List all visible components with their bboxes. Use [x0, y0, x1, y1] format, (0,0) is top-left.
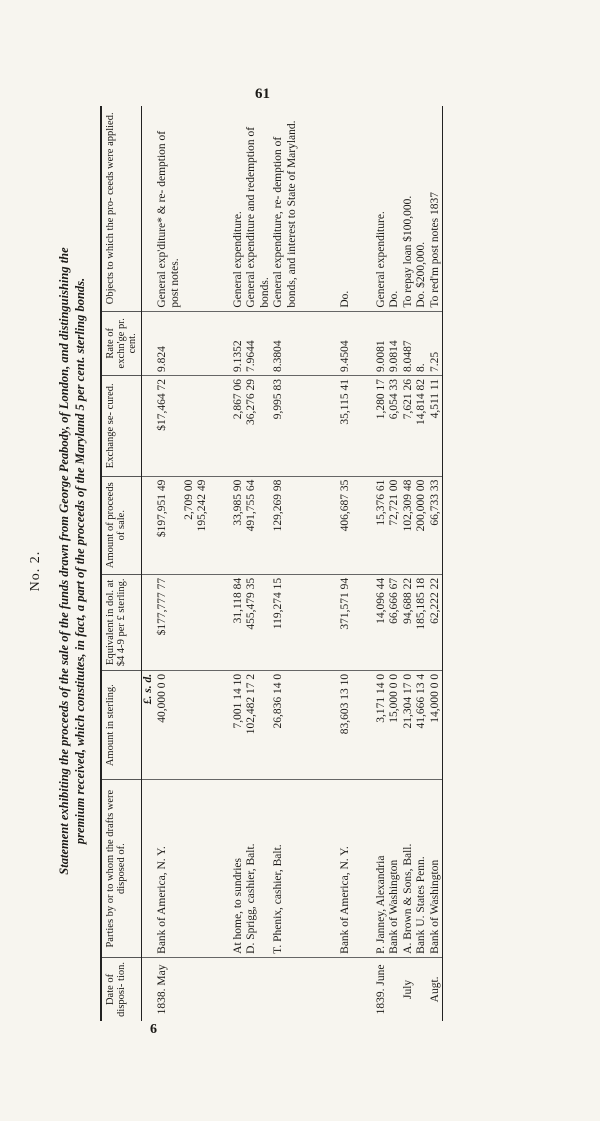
cell-date: July [401, 979, 414, 1000]
cell-date [245, 957, 272, 1021]
cell-objects: Do. $200,000. [415, 106, 429, 311]
cell-sterling: 15,000 0 0 [388, 670, 402, 780]
cell-exchange [183, 376, 197, 477]
cell-amount: 102,309 48 [402, 476, 416, 574]
cell-date [232, 957, 246, 1021]
cell-rate: 8. [415, 311, 429, 375]
cell-rate: 9.0081 [375, 311, 389, 375]
cell-date: Augt. [429, 957, 443, 1021]
cell-amount: 195,242 49 [196, 476, 210, 574]
cell-sterling: 21,304 17 0 [402, 670, 416, 780]
cell-sterling: 40,000 0 0 [156, 670, 183, 780]
cell-party: Bank U. States Penn. [415, 780, 429, 957]
header-party: Parties by or to whom the drafts were disposed of. [101, 780, 142, 957]
cell-sterling [196, 670, 210, 780]
cell-amount: 129,269 98 [272, 476, 299, 574]
cell-party: P. Janney, Alexandria [375, 780, 389, 957]
cell-equivalent: 31,118 84 [232, 574, 246, 670]
cell-party: Bank of Washington [429, 780, 443, 957]
sterling-units: £. s. d. [142, 670, 156, 780]
cell-objects [183, 106, 197, 311]
cell-rate: 7.25 [429, 311, 443, 375]
margin-mark: 6 [150, 1022, 157, 1037]
table-row [196, 106, 210, 1021]
cell-amount: 66,733 33 [429, 476, 443, 574]
cell-sterling: 26,836 14 0 [272, 670, 299, 780]
cell-rate: 9.4504 [339, 311, 353, 375]
cell-rate [183, 311, 197, 375]
cell-objects: Do. [339, 106, 353, 311]
table-row [339, 106, 353, 1021]
table-row [232, 106, 246, 1021]
cell-party: A. Brown & Sons, Ball. [402, 780, 416, 957]
table-row [272, 106, 299, 1021]
cell-party [183, 780, 197, 957]
cell-party: At home, to sundries [232, 780, 246, 957]
cell-amount: 33,985 90 [232, 476, 246, 574]
cell-sterling: 7,001 14 10 [232, 670, 246, 780]
caption-line-2: premium received, which constitutes, in fact, a part of the proceeds of the Maryland 5 per cent. sterling bonds. [73, 277, 87, 845]
cell-exchange: 35,115 41 [339, 376, 353, 477]
cell-objects [196, 106, 210, 311]
spacer-row [210, 106, 232, 1021]
header-row [101, 106, 142, 1021]
table-row [388, 106, 402, 1021]
statement-caption [56, 101, 88, 1021]
table-row [245, 106, 272, 1021]
cell-exchange: 6,054 33 [388, 376, 402, 477]
header-equivalent: Equivalent in dol. at $4 4-9 per £ sterling. [101, 574, 142, 670]
cell-rate [196, 311, 210, 375]
cell-amount: 72,721 00 [388, 476, 402, 574]
cell-amount: 491,755 64 [245, 476, 272, 574]
cell-date: 1838. May [155, 964, 168, 1015]
cell-exchange: 4,511 11 [429, 376, 443, 477]
cell-exchange: 9,995 83 [272, 376, 299, 477]
cell-objects: Do. [388, 106, 402, 311]
cell-equivalent [183, 574, 197, 670]
cell-equivalent: 371,571 94 [339, 574, 353, 670]
cell-exchange [196, 376, 210, 477]
cell-date [388, 957, 402, 1021]
cell-sterling [183, 670, 197, 780]
cell-sterling: 102,482 17 2 [245, 670, 272, 780]
cell-date [183, 957, 197, 1021]
cell-amount: 2,709 00 [183, 476, 197, 574]
cell-equivalent: 119,274 15 [272, 574, 299, 670]
cell-equivalent: 94,688 22 [402, 574, 416, 670]
cell-sterling: 3,171 14 0 [375, 670, 389, 780]
ledger-table [100, 106, 443, 1021]
cell-equivalent: 455,479 35 [245, 574, 272, 670]
cell-party: T. Phenix, cashier, Balt. [272, 780, 299, 957]
cell-equivalent: $177,777 77 [156, 574, 183, 670]
spacer-row [353, 106, 375, 1021]
spacer-row [299, 106, 339, 1021]
header-exchange: Exchange se- cured. [101, 376, 142, 477]
cell-party: Bank of America, N. Y. [339, 780, 353, 957]
cell-rate: 8.3804 [272, 311, 299, 375]
cell-sterling: 14,000 0 0 [429, 670, 443, 780]
cell-objects: General expenditure, re- demption of bonds, and interest to State of Maryland. [272, 106, 299, 311]
cell-exchange: 1,280 17 [375, 376, 389, 477]
cell-party: Bank of America, N. Y. [156, 780, 183, 957]
cell-exchange: 36,276 29 [245, 376, 272, 477]
cell-date [339, 957, 353, 1021]
cell-party: Bank of Washington [388, 780, 402, 957]
cell-equivalent: 62,222 22 [429, 574, 443, 670]
page-number: 61 [255, 86, 270, 102]
cell-equivalent: 66,666 67 [388, 574, 402, 670]
cell-date [272, 957, 299, 1021]
cell-rate: 9.1352 [232, 311, 246, 375]
cell-rate: 8.0487 [402, 311, 416, 375]
cell-party: D. Sprigg, cashier, Balt. [245, 780, 272, 957]
header-sterling: Amount in sterling. [101, 670, 142, 780]
table-row [375, 106, 389, 1021]
cell-equivalent: 185,185 18 [415, 574, 429, 670]
header-amount: Amount of proceeds of sale. [101, 476, 142, 574]
caption-line-1: Statement exhibiting the proceeds of the sale of the funds drawn from George Peabody, of London, and distinguishing the [57, 247, 71, 875]
cell-rate: 9.0814 [388, 311, 402, 375]
header-objects: Objects to which the pro- ceeds were applied. [101, 106, 142, 311]
table-row [156, 106, 183, 1021]
cell-objects: General expenditure. [232, 106, 246, 311]
cell-amount: 15,376 61 [375, 476, 389, 574]
table-row [402, 106, 416, 1021]
cell-date [196, 957, 210, 1021]
cell-rate: 7.9644 [245, 311, 272, 375]
cell-date [415, 957, 429, 1021]
ledger-body [142, 106, 443, 1021]
cell-rate: 9.824 [156, 311, 183, 375]
header-rate: Rate of exchn'ge pr. cent. [101, 311, 142, 375]
cell-objects: General exp'diture* & re- demption of post notes. [156, 106, 183, 311]
cell-exchange: 14,814 82 [415, 376, 429, 477]
cell-objects: General expenditure. [375, 106, 389, 311]
table-row [429, 106, 443, 1021]
statement-number: No. 2. [28, 550, 43, 592]
cell-exchange: 2,867 06 [232, 376, 246, 477]
table-row [183, 106, 197, 1021]
cell-amount: 406,687 35 [339, 476, 353, 574]
cell-date: 1839. June [374, 964, 387, 1015]
cell-equivalent: 14,096 44 [375, 574, 389, 670]
cell-exchange: 7,621 26 [402, 376, 416, 477]
header-date: Date of disposi- tion. [101, 957, 142, 1021]
cell-party [196, 780, 210, 957]
cell-objects: To red'm post notes 1837 [429, 106, 443, 311]
cell-amount: 200,000 00 [415, 476, 429, 574]
cell-objects: To repay loan $100,000. [402, 106, 416, 311]
units-row [142, 106, 156, 1021]
cell-equivalent [196, 574, 210, 670]
cell-sterling: 41,666 13 4 [415, 670, 429, 780]
table-row [415, 106, 429, 1021]
cell-sterling: 83,603 13 10 [339, 670, 353, 780]
cell-objects: General expenditure and redemption of bonds. [245, 106, 272, 311]
cell-exchange: $17,464 72 [156, 376, 183, 477]
cell-amount: $197,951 49 [156, 476, 183, 574]
